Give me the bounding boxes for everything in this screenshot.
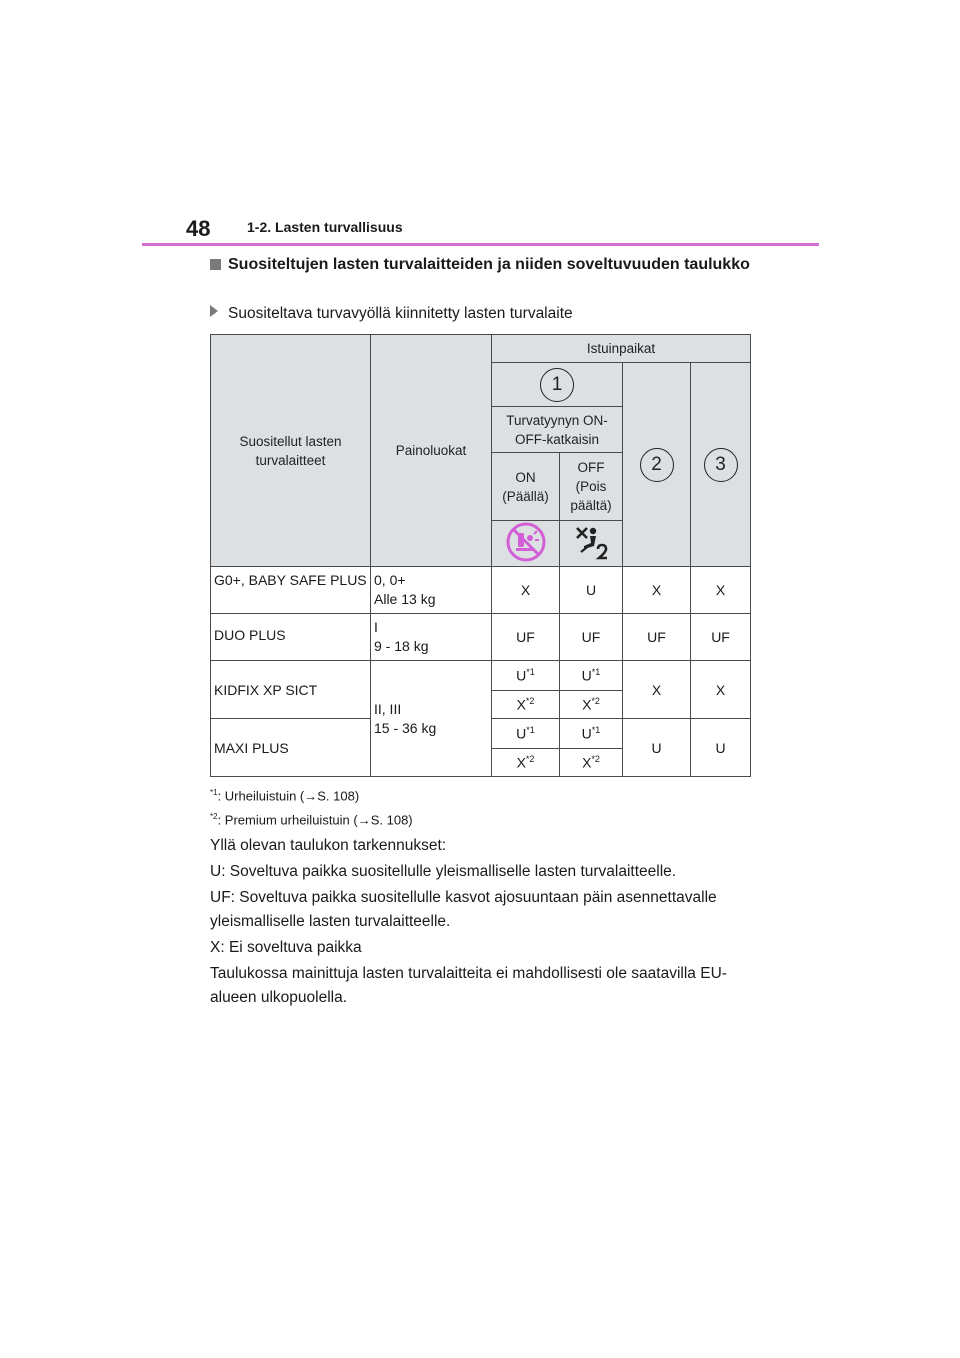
cell-text: X — [582, 754, 592, 771]
footnote-ref: *2 — [525, 696, 535, 707]
airbag-off-icon-cell — [560, 521, 623, 567]
position-1-header — [492, 363, 623, 407]
footnote-text: : Urheiluistuin (→S. 108) — [217, 788, 360, 804]
position-2-header — [623, 363, 691, 567]
footnote-ref: *1 — [526, 725, 535, 736]
cell-text: X — [516, 754, 526, 771]
footnote-ref: *1 — [526, 667, 535, 678]
cell-value: UF — [492, 614, 560, 661]
restraint-name: MAXI PLUS — [211, 719, 371, 777]
table-row — [211, 567, 751, 614]
seat-position-3-icon: 3 — [704, 448, 738, 482]
weight-group: II, III — [374, 700, 402, 717]
weight-range: Alle 13 kg — [374, 591, 436, 607]
restraint-name: G0+, BABY SAFE PLUS — [211, 567, 371, 614]
passenger-airbag-off-icon — [571, 522, 611, 565]
restraint-name: KIDFIX XP SICT — [211, 661, 371, 719]
weight-range: 15 - 36 kg — [374, 719, 437, 736]
col-restraint-header: Suositellut lasten turvalaitteet — [211, 335, 371, 567]
footnote-1 — [210, 788, 359, 803]
cell-value: UF — [623, 614, 691, 661]
cell-text: U — [581, 667, 592, 684]
footnote-ref: *2 — [591, 696, 600, 707]
cell-value — [492, 719, 560, 749]
footnote-ref: *2 — [525, 754, 535, 765]
airbag-off-header: OFF (Pois päältä) — [560, 453, 623, 521]
cell-value: U — [623, 719, 691, 777]
cell-text: U — [581, 725, 592, 742]
section-title: 1-2. Lasten turvallisuus — [247, 219, 403, 235]
header-rule — [142, 243, 819, 246]
paragraph: U: Soveltuva paikka suositellulle yleismalliselle lasten turvalaitteelle. — [210, 863, 677, 880]
table-row — [211, 614, 751, 661]
subheading-text: Suositeltava turvavyöllä kiinnitetty lasten turvalaite — [228, 305, 573, 322]
weight-class — [371, 567, 492, 614]
heading-text: Suositeltujen lasten turvalaitteiden ja niiden soveltuvuuden taulukko — [228, 256, 750, 273]
footnote-text: : Premium urheiluistuin (→S. 108) — [217, 812, 413, 828]
section-heading — [210, 254, 750, 276]
cell-value: UF — [560, 614, 623, 661]
footnote-ref: *1 — [591, 725, 601, 736]
cell-text: U — [516, 667, 527, 684]
cell-value: X — [623, 567, 691, 614]
airbag-on-header: ON (Päällä) — [492, 453, 560, 521]
footnote-2 — [210, 812, 413, 827]
cell-value — [560, 719, 623, 749]
footnote-ref: *1 — [591, 667, 601, 678]
square-bullet-icon — [210, 259, 221, 270]
seat-position-1-icon: 1 — [540, 368, 574, 402]
triangle-bullet-icon — [210, 305, 218, 317]
footnote-mark: *1 — [210, 788, 218, 797]
weight-class — [371, 614, 492, 661]
weight-range: 9 - 18 kg — [374, 638, 429, 654]
cell-text: U — [516, 725, 527, 742]
cell-value: X — [691, 661, 751, 719]
cell-text: X — [516, 696, 526, 713]
weight-group: I — [374, 619, 378, 635]
cell-value — [492, 661, 560, 691]
subheading — [210, 303, 573, 325]
weight-class — [371, 661, 492, 777]
paragraph: Taulukossa mainittuja lasten turvalaitteita ei mahdollisesti ole saatavilla EU-alueen ulkopuolella. — [210, 965, 727, 1006]
cell-value — [560, 691, 623, 719]
cell-value: U — [691, 719, 751, 777]
suitability-table — [210, 334, 751, 777]
page-number: 48 — [186, 216, 211, 241]
cell-value: X — [691, 567, 751, 614]
table-row — [211, 661, 751, 691]
cell-value — [560, 661, 623, 691]
col-weight-header: Painoluokat — [371, 335, 492, 567]
cell-value: X — [492, 567, 560, 614]
cell-value — [560, 749, 623, 777]
paragraph: Yllä olevan taulukon tarkennukset: — [210, 837, 447, 854]
position-3-header — [691, 363, 751, 567]
airbag-switch-header: Turvatyynyn ON-OFF-katkaisin — [492, 407, 623, 453]
footnote-ref: *2 — [591, 754, 600, 765]
cell-value: U — [560, 567, 623, 614]
paragraph: UF: Soveltuva paikka suositellulle kasvot ajosuuntaan päin asennettavalle yleismalliselle lasten turvalaitteelle. — [210, 889, 717, 930]
col-positions-header: Istuinpaikat — [492, 335, 751, 363]
airbag-on-icon-cell — [492, 521, 560, 567]
rear-facing-seat-prohibited-icon — [506, 522, 546, 565]
cell-value — [492, 691, 560, 719]
footnote-mark: *2 — [210, 812, 218, 821]
cell-value: X — [623, 661, 691, 719]
cell-value — [492, 749, 560, 777]
cell-text: X — [582, 696, 592, 713]
weight-group: 0, 0+ — [374, 572, 406, 588]
seat-position-2-icon: 2 — [640, 448, 674, 482]
cell-value: UF — [691, 614, 751, 661]
paragraph: X: Ei soveltuva paikka — [210, 939, 362, 956]
restraint-name: DUO PLUS — [211, 614, 371, 661]
